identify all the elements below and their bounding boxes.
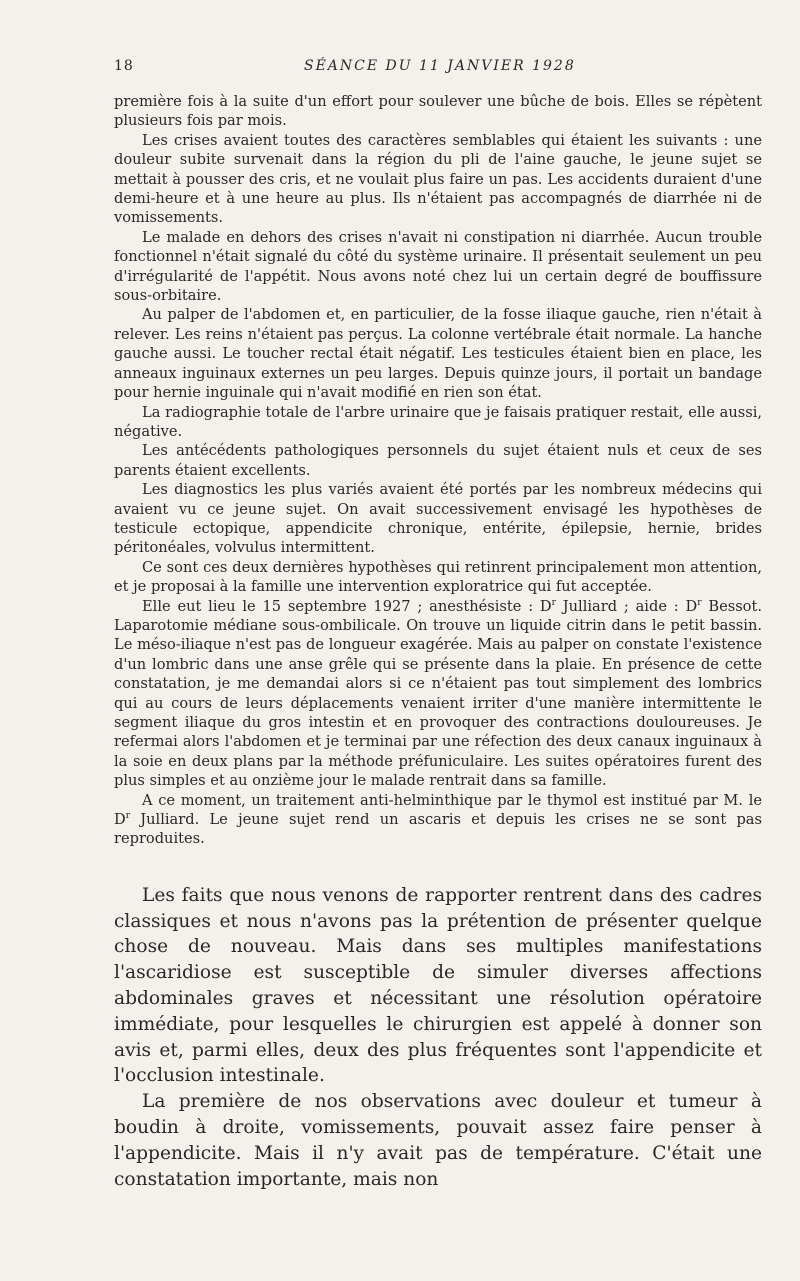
observation-text (114, 92, 762, 849)
page-number: 18 (114, 58, 134, 74)
running-head (114, 52, 762, 82)
treatment-text: A ce moment, un traitement anti-helminthique par le thymol est institué par M. le D (114, 791, 762, 829)
operation-text: Elle eut lieu le 15 septembre 1927 ; anesthésiste : D (142, 597, 552, 615)
operation-paragraph (114, 597, 762, 791)
observation-paragraph: Les antécédents pathologiques personnels du sujet étaient nuls et ceux de ses parents étaient excellents. (114, 442, 762, 479)
observation-paragraph: première fois à la suite d'un effort pour soulever une bûche de bois. Elles se répètent plusieurs fois par mois. (114, 93, 762, 130)
observation-paragraph: Les diagnostics les plus variés avaient été portés par les nombreux médecins qui avaient vu ce jeune sujet. On avait successivement envisagé les hypothèses de testicule ectopique, appendicite chronique, entérite, épilepsie, hernie, brides péritonéales, volvulus intermittent. (114, 481, 762, 557)
discussion-paragraph: Les faits que nous venons de rapporter rentrent dans des cadres classiques et nous n'avons pas la prétention de présenter quelque chose de nouveau. Mais dans ses multiples manifestations l'ascaridiose est susceptible de simuler diverses affections abdominales graves et nécessitant une résolution opératoire immédiate, pour lesquelles le chirurgien est appelé à donner son avis et, parmi elles, deux des plus fréquentes sont l'appendicite et l'occlusion intestinale. (114, 884, 762, 1087)
treatment-text: Julliard. Le jeune sujet rend un ascaris et depuis les crises ne se sont pas reproduites. (114, 811, 762, 848)
operation-text: Julliard ; aide : D (555, 597, 698, 615)
treatment-paragraph (114, 791, 762, 849)
observation-paragraph: Au palper de l'abdomen et, en particulier, de la fosse iliaque gauche, rien n'était à relever. Les reins n'étaient pas perçus. La colonne vertébrale était normale. La hanche gauche aussi. Le toucher rectal était négatif. Les testicules étaient bien en place, les anneaux inguinaux externes un peu larges. Depuis quinze jours, il portait un bandage pour hernie inguinale qui n'avait modifié en rien son état. (114, 306, 762, 402)
discussion-text (114, 883, 762, 1193)
running-title: SÉANCE DU 11 JANVIER 1928 (304, 58, 576, 74)
discussion-paragraph: La première de nos observations avec douleur et tumeur à boudin à droite, vomissements, pouvait assez faire penser à l'appendicite. Mais il n'y avait pas de température. C'était une constatation importante, mais non (114, 1091, 762, 1190)
observation-paragraph: Ce sont ces deux dernières hypothèses qui retinrent principalement mon attention, et je proposai à la famille une intervention exploratrice qui fut acceptée. (114, 558, 762, 596)
superscript: r (697, 597, 702, 608)
observation-paragraph: Le malade en dehors des crises n'avait ni constipation ni diarrhée. Aucun trouble fonctionnel n'était signalé du côté du système urinaire. Il présentait seulement un peu d'irrégularité de l'appétit. Nous avons noté chez lui un certain degré de bouffissure sous-orbitaire. (114, 228, 762, 305)
operation-text: Bessot. Laparotomie médiane sous-ombilicale. On trouve un liquide citrin dans le petit bassin. Le méso-iliaque n'est pas de longueur exagérée. Mais au palper on constate l'existence d'un lombric dans une anse grêle qui se présente dans la plaie. En présence de cette constatation, je me demandai alors si ce n'étaient pas tout simplement des lombrics qui au cours de leurs déplacements venaient irriter d'une manière intermittente le segment iliaque du gros intestin et en provoquer des contractions douloureuses. Je refermai alors l'abdomen et je terminai par une réfection des deux canaux inguinaux à la soie en deux plans par la méthode préfuniculaire. Les suites opératoires furent des plus simples et au onzième jour le malade rentrait dans sa famille. (114, 597, 762, 790)
superscript: r (551, 597, 556, 608)
observation-paragraph: La radiographie totale de l'arbre urinaire que je faisais pratiquer restait, elle aussi, négative. (114, 403, 762, 440)
superscript: r (125, 811, 131, 822)
observation-paragraph: Les crises avaient toutes des caractères semblables qui étaient les suivants : une douleur subite survenait dans la région du pli de l'aine gauche, le jeune sujet se mettait à pousser des cris, et ne voulait plus faire un pas. Les accidents duraient d'une demi-heure et à une heure au plus. Ils n'étaient pas accompagnés de diarrhée ni de vomissements. (114, 131, 762, 227)
